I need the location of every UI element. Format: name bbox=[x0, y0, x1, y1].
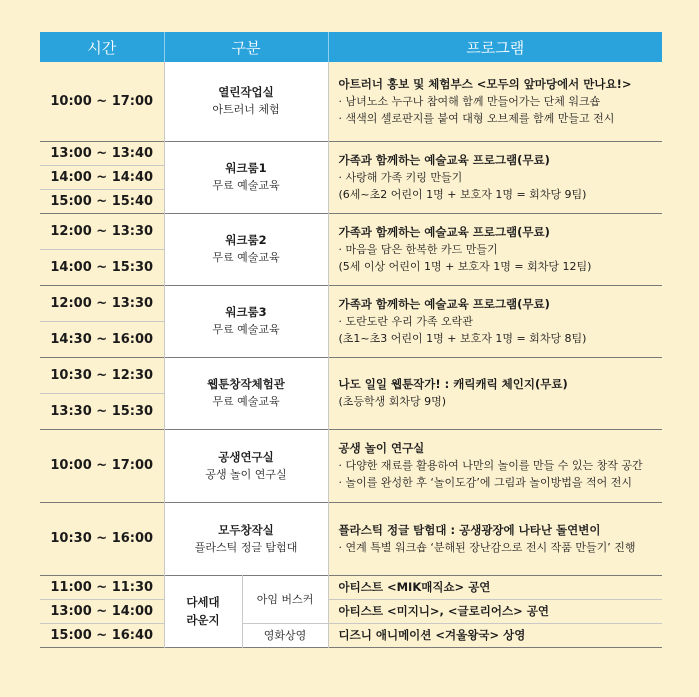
program-title: 가족과 함께하는 예술교육 프로그램(무료) bbox=[338, 152, 550, 167]
program-line: (초등학생 회차당 9명) bbox=[338, 395, 447, 408]
table-row bbox=[40, 429, 662, 502]
program-cell bbox=[328, 357, 662, 429]
table-row bbox=[40, 599, 662, 623]
program-title: 플라스틱 정글 탐험대 : 공생광장에 나타난 돌연변이 bbox=[338, 522, 601, 537]
table-row bbox=[40, 62, 662, 141]
venue-sub: 공생 놀이 연구실 bbox=[205, 467, 287, 481]
table-row bbox=[40, 357, 662, 393]
time-cell: 14:00 ~ 14:40 bbox=[40, 165, 164, 189]
program-line: (6세~초2 어린이 1명 + 보호자 1명 = 회차당 9팀) bbox=[338, 187, 587, 201]
program-line: (5세 이상 어린이 1명 + 보호자 1명 = 회차당 12팀) bbox=[338, 259, 592, 273]
time-cell: 15:00 ~ 16:40 bbox=[40, 623, 164, 647]
category-cell bbox=[164, 502, 328, 575]
table-row bbox=[40, 213, 662, 249]
program-title: 공생 놀이 연구실 bbox=[338, 441, 425, 455]
venue-name: 워크룸2 bbox=[225, 233, 267, 247]
busker-cell: 아임 버스커 bbox=[242, 575, 328, 623]
schedule-table-wrapper bbox=[40, 32, 662, 648]
category-cell bbox=[164, 357, 328, 429]
program-line: · 놀이를 완성한 후 ‘놀이도감’에 그림과 놀이방법을 적어 전시 bbox=[338, 476, 632, 489]
time-cell: 12:00 ~ 13:30 bbox=[40, 213, 164, 249]
time-cell: 10:00 ~ 17:00 bbox=[40, 62, 164, 141]
program-title: 아트러너 홍보 및 체험부스 <모두의 앞마당에서 만나요!> bbox=[338, 76, 632, 91]
program-line: · 색색의 셀로판지를 붙여 대형 오브제를 함께 만들고 전시 bbox=[338, 111, 615, 125]
category-cell bbox=[164, 429, 328, 502]
time-cell: 10:30 ~ 16:00 bbox=[40, 502, 164, 575]
program-cell: 아티스트 <MIK매직쇼> 공연 bbox=[328, 575, 662, 599]
header-program: 프로그램 bbox=[328, 32, 662, 62]
time-cell: 13:30 ~ 15:30 bbox=[40, 393, 164, 429]
venue-name: 공생연구실 bbox=[218, 449, 274, 464]
table-row bbox=[40, 575, 662, 599]
table-row bbox=[40, 285, 662, 321]
program-line: · 남녀노소 누구나 참여해 함께 만들어가는 단체 워크숍 bbox=[338, 94, 601, 108]
schedule-table bbox=[40, 32, 662, 648]
program-cell bbox=[328, 285, 662, 357]
time-cell: 11:00 ~ 11:30 bbox=[40, 575, 164, 599]
table-row bbox=[40, 623, 662, 647]
table-row bbox=[40, 141, 662, 165]
program-line: · 연계 특별 워크숍 ‘분해된 장난감으로 전시 작품 만들기’ 진행 bbox=[338, 540, 636, 554]
time-cell: 14:00 ~ 15:30 bbox=[40, 249, 164, 285]
program-title: 가족과 함께하는 예술교육 프로그램(무료) bbox=[338, 224, 550, 239]
venue-name: 워크룸3 bbox=[225, 305, 267, 319]
program-title: 나도 일일 웹툰작가! : 캐릭캐릭 체인지(무료) bbox=[338, 377, 568, 391]
movie-cell: 영화상영 bbox=[242, 623, 328, 647]
program-cell bbox=[328, 429, 662, 502]
program-cell bbox=[328, 141, 662, 213]
program-cell bbox=[328, 502, 662, 575]
program-line: · 사랑해 가족 키링 만들기 bbox=[338, 170, 463, 184]
category-cell bbox=[164, 213, 328, 285]
lounge-name: 라운지 bbox=[186, 613, 220, 627]
category-cell bbox=[164, 285, 328, 357]
venue-name: 열린작업실 bbox=[218, 85, 274, 100]
time-cell: 13:00 ~ 14:00 bbox=[40, 599, 164, 623]
lounge-name: 다세대 bbox=[186, 595, 220, 609]
venue-sub: 아트러너 체험 bbox=[212, 103, 280, 117]
time-cell: 13:00 ~ 13:40 bbox=[40, 141, 164, 165]
venue-sub: 무료 예술교육 bbox=[212, 323, 280, 336]
venue-sub: 플라스틱 정글 탐험대 bbox=[194, 540, 298, 554]
header-category: 구분 bbox=[164, 32, 328, 62]
category-cell bbox=[164, 141, 328, 213]
program-line: · 다양한 재료를 활용하여 나만의 놀이를 만들 수 있는 창작 공간 bbox=[338, 459, 643, 472]
header-time: 시간 bbox=[40, 32, 164, 62]
time-cell: 10:30 ~ 12:30 bbox=[40, 357, 164, 393]
venue-name: 모두창작실 bbox=[218, 522, 274, 537]
time-cell: 14:30 ~ 16:00 bbox=[40, 321, 164, 357]
venue-name: 웹툰창작체험관 bbox=[207, 377, 285, 391]
program-line: · 마음을 담은 한복한 카드 만들기 bbox=[338, 242, 498, 256]
program-line: · 도란도란 우리 가족 오락관 bbox=[338, 314, 473, 328]
program-title: 가족과 함께하는 예술교육 프로그램(무료) bbox=[338, 296, 550, 311]
program-cell bbox=[328, 213, 662, 285]
venue-sub: 무료 예술교육 bbox=[212, 251, 280, 264]
time-cell: 10:00 ~ 17:00 bbox=[40, 429, 164, 502]
table-row bbox=[40, 502, 662, 575]
lounge-name-cell bbox=[164, 575, 242, 647]
program-line: (초1~초3 어린이 1명 + 보호자 1명 = 회차당 8팀) bbox=[338, 331, 587, 345]
category-cell bbox=[164, 62, 328, 141]
program-cell: 디즈니 애니메이션 <겨울왕국> 상영 bbox=[328, 623, 662, 647]
program-cell bbox=[328, 62, 662, 141]
time-cell: 15:00 ~ 15:40 bbox=[40, 189, 164, 213]
venue-sub: 무료 예술교육 bbox=[212, 179, 280, 192]
venue-name: 워크룸1 bbox=[225, 161, 267, 175]
program-cell: 아티스트 <미지니>, <글로리어스> 공연 bbox=[328, 599, 662, 623]
table-header bbox=[40, 32, 662, 62]
time-cell: 12:00 ~ 13:30 bbox=[40, 285, 164, 321]
venue-sub: 무료 예술교육 bbox=[212, 395, 280, 408]
